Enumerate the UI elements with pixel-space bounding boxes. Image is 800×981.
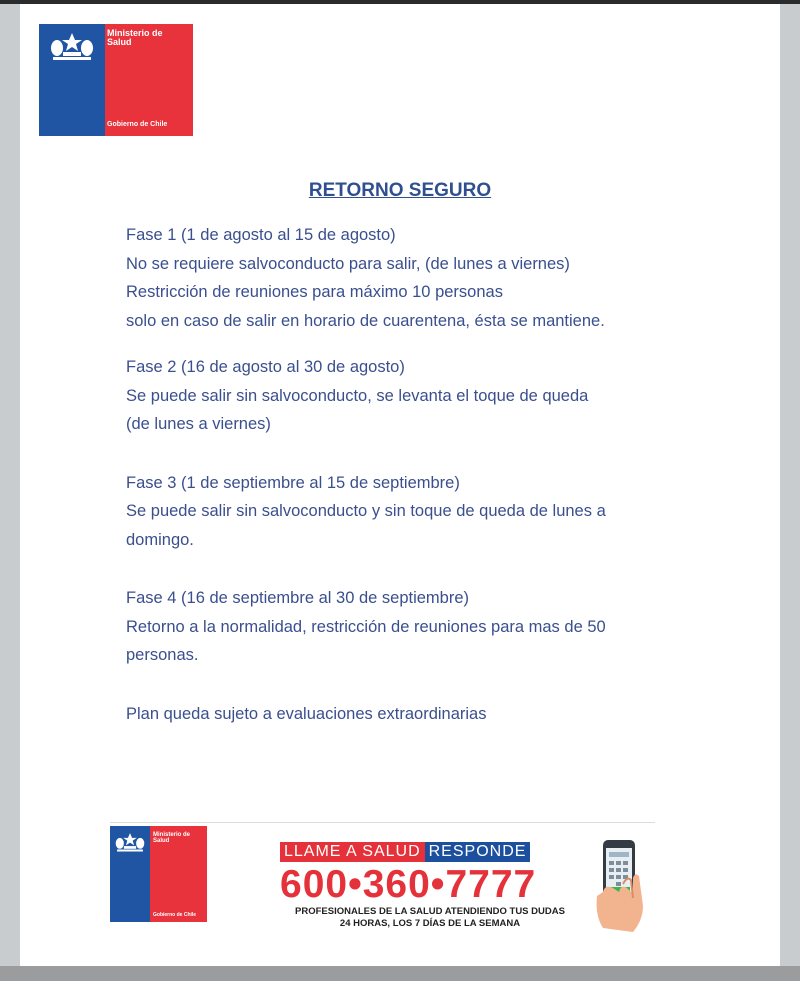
footer-ministry-logo xyxy=(110,826,207,922)
logo-ministry-text: Ministerio de Salud xyxy=(107,28,163,48)
phase-heading: Fase 3 (1 de septiembre al 15 de septiembre) xyxy=(126,473,460,492)
phase-line: (de lunes a viernes) xyxy=(126,415,271,433)
hotline-subtitle-2: 24 HORAS, LOS 7 DÍAS DE LA SEMANA xyxy=(339,918,521,929)
phase-heading: Fase 1 (1 de agosto al 15 de agosto) xyxy=(126,226,396,244)
phase-2 xyxy=(126,353,746,439)
phase-line: Retorno a la normalidad, restricción de reuniones para mas de 50 xyxy=(126,617,606,636)
hotline-banner-red: LLAME A SALUD xyxy=(280,842,425,862)
bottom-strip xyxy=(0,966,800,981)
document-body xyxy=(126,221,746,758)
phase-1 xyxy=(126,221,746,335)
logo-red-panel xyxy=(150,826,207,922)
hotline-banner xyxy=(280,842,580,862)
phase-3 xyxy=(126,469,746,555)
coat-of-arms-icon xyxy=(113,831,147,853)
phase-line: No se requiere salvoconducto para salir, (de lunes a viernes) xyxy=(126,254,570,273)
ministry-logo xyxy=(39,24,193,136)
hotline-banner-blue: RESPONDE xyxy=(425,842,531,862)
phase-line: personas. xyxy=(126,646,199,664)
logo-blue-panel xyxy=(110,826,150,922)
logo-red-panel xyxy=(105,24,193,136)
phone-hand-icon xyxy=(593,836,649,936)
phase-line: domingo. xyxy=(126,530,194,549)
phase-heading: Fase 2 (16 de agosto al 30 de agosto) xyxy=(126,358,405,376)
document-page xyxy=(20,4,780,966)
hotline-block xyxy=(280,842,580,930)
phase-heading: Fase 4 (16 de septiembre al 30 de septiembre) xyxy=(126,589,470,607)
page-title: RETORNO SEGURO xyxy=(308,180,492,201)
logo-government-text: Gobierno de Chile xyxy=(107,121,168,128)
logo-ministry-text: Ministerio de Salud xyxy=(153,832,191,845)
phase-line: Restricción de reuniones para máximo 10 personas xyxy=(126,283,503,301)
coat-of-arms-icon xyxy=(47,30,97,62)
logo-blue-panel xyxy=(39,24,105,136)
logo-government-text: Gobierno de Chile xyxy=(153,912,197,918)
closing-note xyxy=(126,700,746,729)
phase-line: Se puede salir sin salvoconducto, se levanta el toque de queda xyxy=(126,386,589,405)
phase-line: Se puede salir sin salvoconducto y sin toque de queda de lunes a xyxy=(126,502,606,520)
footer-divider xyxy=(110,822,655,823)
hotline-subtitle-1: PROFESIONALES DE LA SALUD ATENDIENDO TUS DUDAS xyxy=(295,906,565,917)
phase-line: solo en caso de salir en horario de cuarentena, ésta se mantiene. xyxy=(126,311,605,330)
hotline-number: 600•360•7777 xyxy=(280,863,537,906)
phase-4 xyxy=(126,584,746,670)
closing-text: Plan queda sujeto a evaluaciones extraordinarias xyxy=(126,704,487,723)
